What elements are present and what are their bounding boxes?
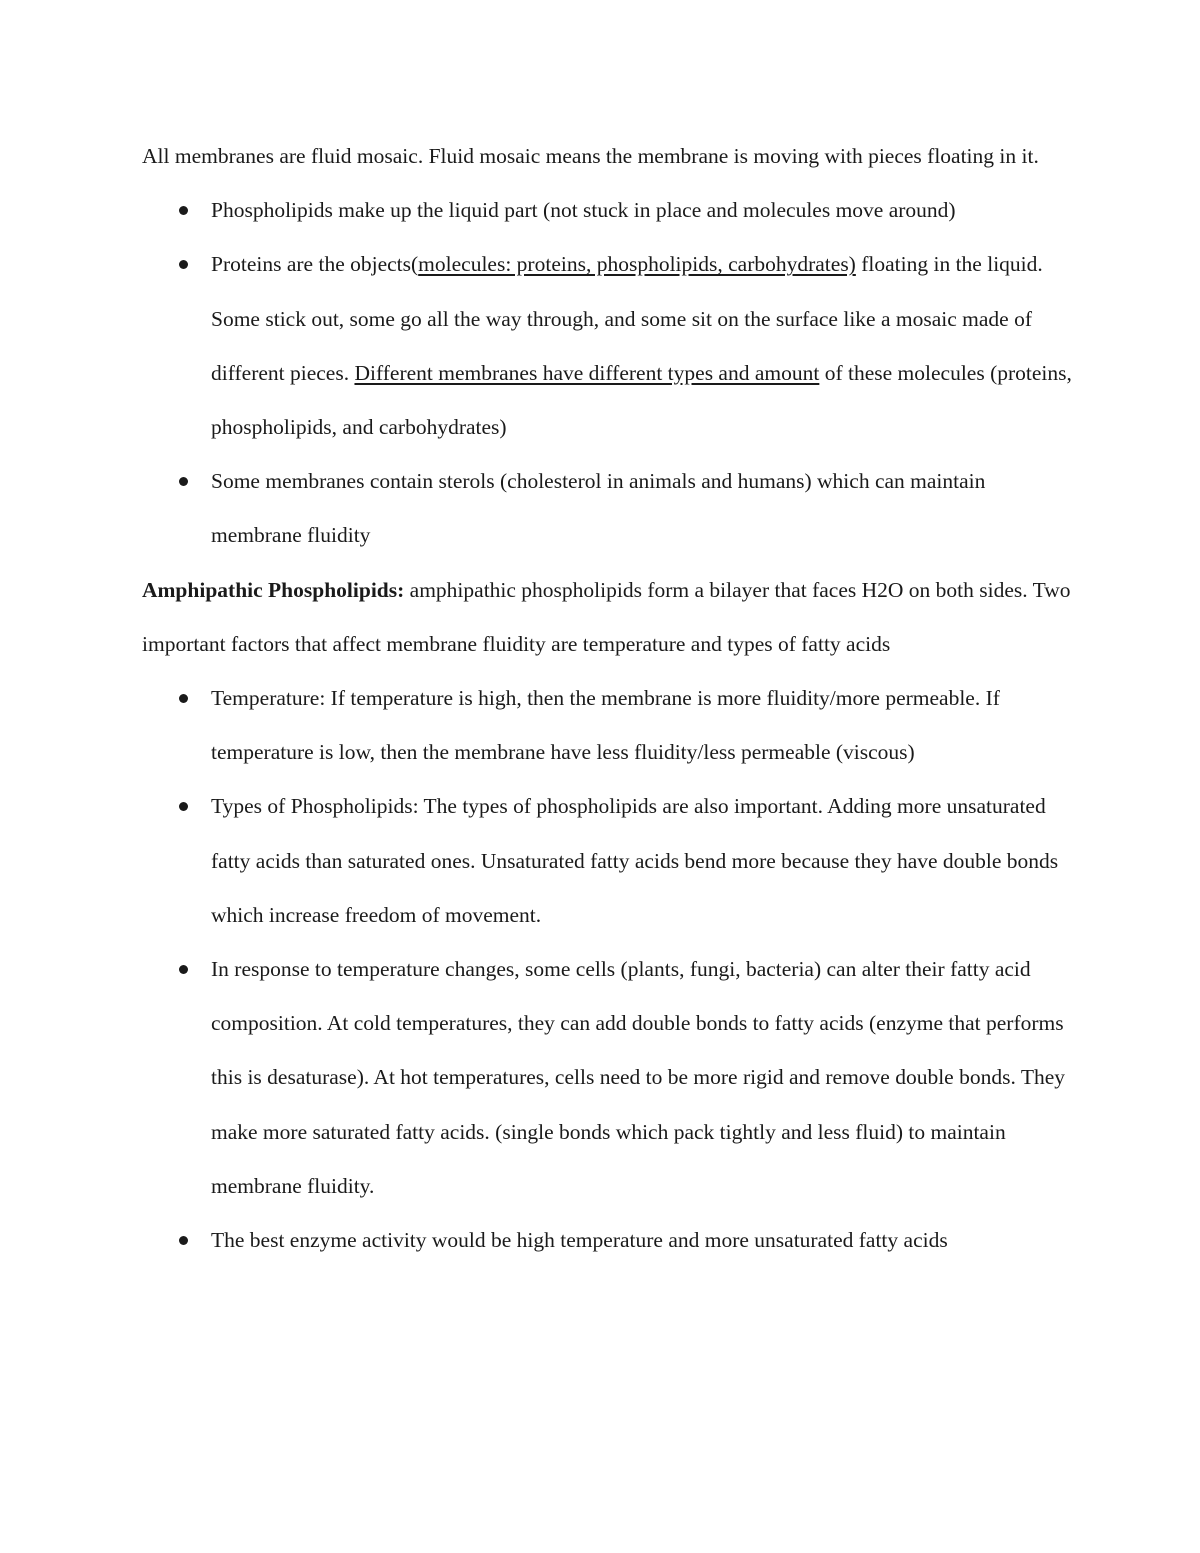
list-item-text: Proteins are the objects(	[211, 252, 419, 277]
underlined-text: Different membranes have different types and amount	[354, 360, 820, 385]
list-item-text: Types of Phospholipids: The types of phospholipids are also important. Adding more unsaturated fatty acids than saturated ones. Unsaturated fatty acids bend more because they have double bonds which increase freedom of movement.	[211, 794, 1059, 927]
bullet-icon	[179, 802, 188, 811]
list-item	[211, 237, 1072, 454]
list-item-text: Temperature: If temperature is high, then the membrane is more fluidity/more permeable. If temperature is low, then the membrane have less fluidity/less permeable (viscous)	[211, 686, 1000, 765]
bullet-icon	[179, 206, 188, 215]
list-item-text: Phospholipids make up the liquid part (not stuck in place and molecules move around)	[211, 198, 956, 223]
fluidity-bullet-list	[142, 671, 1072, 1267]
list-item	[211, 942, 1072, 1213]
underlined-text: molecules: proteins, phospholipids, carbohydrates)	[418, 252, 856, 277]
bullet-icon	[179, 1236, 188, 1245]
list-item-text: of these molecules (proteins, phospholipids, and carbohydrates)	[211, 360, 1072, 440]
list-item-text: The best enzyme activity would be high temperature and more unsaturated fatty acids	[211, 1228, 948, 1253]
list-item	[211, 671, 1072, 779]
bullet-icon	[179, 260, 188, 269]
bullet-icon	[179, 694, 188, 703]
list-item	[211, 1213, 1072, 1267]
intro-paragraph: All membranes are fluid mosaic. Fluid mosaic means the membrane is moving with pieces floating in it.	[142, 144, 1039, 168]
list-item-text: Some membranes contain sterols (cholesterol in animals and humans) which can maintain membrane fluidity	[211, 469, 986, 548]
bullet-icon	[179, 965, 188, 974]
list-item-text: In response to temperature changes, some cells (plants, fungi, bacteria) can alter their fatty acid composition. At cold temperatures, they can add double bonds to fatty acids (enzyme that performs this is desaturase). At hot temperatures, cells need to be more rigid and remove double bonds. They make more saturated fatty acids. (single bonds which pack tightly and less fluid) to maintain membrane fluidity.	[211, 957, 1066, 1198]
bullet-icon	[179, 477, 188, 486]
list-item	[211, 779, 1072, 942]
section-text: amphipathic phospholipids form a bilayer that faces H2O on both sides. Two important factors that affect membrane fluidity are temperature and types of fatty acids	[142, 577, 1071, 656]
list-item	[211, 183, 1072, 237]
section-paragraph	[142, 563, 1072, 671]
section-heading: Amphipathic Phospholipids:	[142, 577, 405, 602]
list-item-text: floating in the liquid. Some stick out, some go all the way through, and some sit on the surface like a mosaic made of different pieces.	[211, 252, 1043, 385]
membrane-bullet-list	[142, 183, 1072, 562]
document-page	[142, 129, 1072, 1267]
list-item	[211, 454, 1072, 562]
